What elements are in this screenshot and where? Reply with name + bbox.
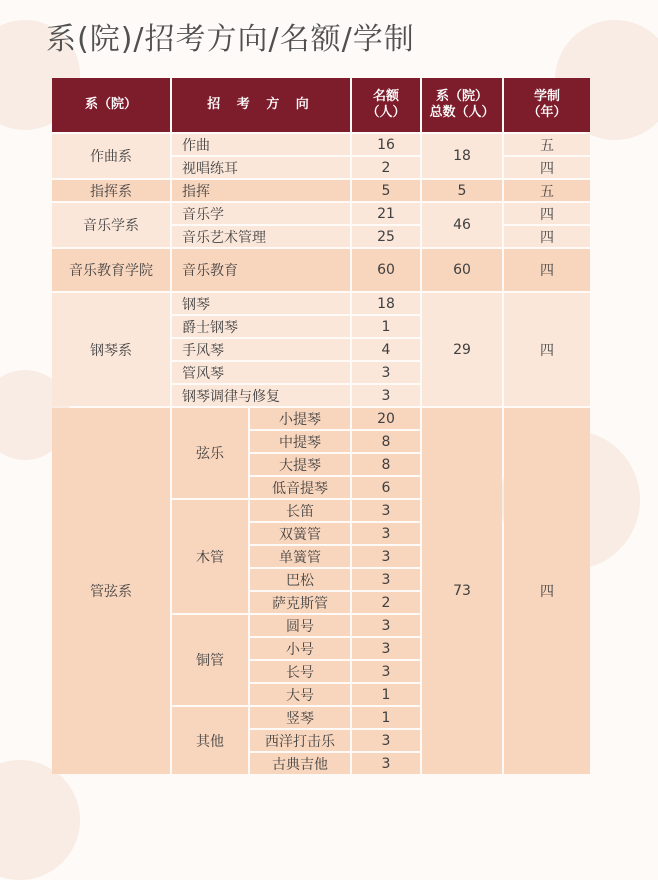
direction-cell: 古典吉他 (250, 753, 350, 774)
quota-cell: 25 (352, 226, 420, 247)
quota-cell: 60 (352, 249, 420, 291)
direction-cell: 双簧管 (250, 523, 350, 544)
direction-cell: 中提琴 (250, 431, 350, 452)
group-cell: 其他 (172, 707, 248, 774)
direction-cell: 大提琴 (250, 454, 350, 475)
quota-cell: 3 (352, 385, 420, 406)
direction-cell: 长笛 (250, 500, 350, 521)
quota-cell: 20 (352, 408, 420, 429)
dept-cell: 音乐学系 (52, 203, 170, 247)
quota-cell: 8 (352, 454, 420, 475)
total-cell: 5 (422, 180, 502, 201)
direction-cell: 萨克斯管 (250, 592, 350, 613)
direction-cell: 大号 (250, 684, 350, 705)
direction-cell: 音乐教育 (172, 249, 350, 291)
quota-cell: 2 (352, 157, 420, 178)
total-cell: 60 (422, 249, 502, 291)
direction-cell: 管风琴 (172, 362, 350, 383)
direction-cell: 圆号 (250, 615, 350, 636)
header-quota: 名额 （人） (352, 78, 420, 132)
quota-cell: 1 (352, 684, 420, 705)
quota-cell: 8 (352, 431, 420, 452)
quota-cell: 3 (352, 730, 420, 751)
dept-cell: 管弦系 (52, 408, 170, 774)
quota-cell: 3 (352, 500, 420, 521)
quota-cell: 3 (352, 362, 420, 383)
direction-cell: 小号 (250, 638, 350, 659)
admissions-table (50, 76, 592, 776)
quota-cell: 1 (352, 707, 420, 728)
table-header-row (52, 78, 590, 132)
direction-cell: 作曲 (172, 134, 350, 155)
years-cell: 五 (504, 134, 590, 155)
years-cell: 四 (504, 408, 590, 774)
direction-cell: 竖琴 (250, 707, 350, 728)
direction-cell: 爵士钢琴 (172, 316, 350, 337)
direction-cell: 单簧管 (250, 546, 350, 567)
years-cell: 四 (504, 226, 590, 247)
dept-cell: 音乐教育学院 (52, 249, 170, 291)
direction-cell: 低音提琴 (250, 477, 350, 498)
table-row (52, 203, 590, 224)
direction-cell: 指挥 (172, 180, 350, 201)
total-cell: 18 (422, 134, 502, 178)
direction-cell: 视唱练耳 (172, 157, 350, 178)
total-cell: 29 (422, 293, 502, 406)
quota-cell: 4 (352, 339, 420, 360)
direction-cell: 手风琴 (172, 339, 350, 360)
dept-cell: 钢琴系 (52, 293, 170, 406)
total-cell: 73 (422, 408, 502, 774)
quota-cell: 3 (352, 569, 420, 590)
table-row (52, 293, 590, 314)
table-row (52, 249, 590, 291)
table-row (52, 180, 590, 201)
header-dept: 系（院） (52, 78, 170, 132)
watermark-seal-bottom-left (0, 760, 80, 880)
group-cell: 木管 (172, 500, 248, 613)
quota-cell: 3 (352, 753, 420, 774)
quota-cell: 3 (352, 546, 420, 567)
quota-cell: 6 (352, 477, 420, 498)
quota-cell: 3 (352, 523, 420, 544)
table-row (52, 408, 590, 429)
years-cell: 五 (504, 180, 590, 201)
quota-cell: 3 (352, 638, 420, 659)
dept-cell: 作曲系 (52, 134, 170, 178)
years-cell: 四 (504, 249, 590, 291)
quota-cell: 16 (352, 134, 420, 155)
direction-cell: 钢琴 (172, 293, 350, 314)
quota-cell: 5 (352, 180, 420, 201)
quota-cell: 21 (352, 203, 420, 224)
header-years: 学制 （年） (504, 78, 590, 132)
dept-cell: 指挥系 (52, 180, 170, 201)
years-cell: 四 (504, 293, 590, 406)
direction-cell: 长号 (250, 661, 350, 682)
header-direction: 招 考 方 向 (172, 78, 350, 132)
total-cell: 46 (422, 203, 502, 247)
table-row (52, 134, 590, 155)
header-total: 系（院） 总数（人） (422, 78, 502, 132)
years-cell: 四 (504, 203, 590, 224)
group-cell: 铜管 (172, 615, 248, 705)
direction-cell: 小提琴 (250, 408, 350, 429)
years-cell: 四 (504, 157, 590, 178)
quota-cell: 18 (352, 293, 420, 314)
direction-cell: 音乐学 (172, 203, 350, 224)
direction-cell: 钢琴调律与修复 (172, 385, 350, 406)
direction-cell: 巴松 (250, 569, 350, 590)
direction-cell: 音乐艺术管理 (172, 226, 350, 247)
quota-cell: 3 (352, 615, 420, 636)
group-cell: 弦乐 (172, 408, 248, 498)
quota-cell: 3 (352, 661, 420, 682)
page-title: 系(院)/招考方向/名额/学制 (46, 22, 415, 57)
quota-cell: 2 (352, 592, 420, 613)
direction-cell: 西洋打击乐 (250, 730, 350, 751)
quota-cell: 1 (352, 316, 420, 337)
